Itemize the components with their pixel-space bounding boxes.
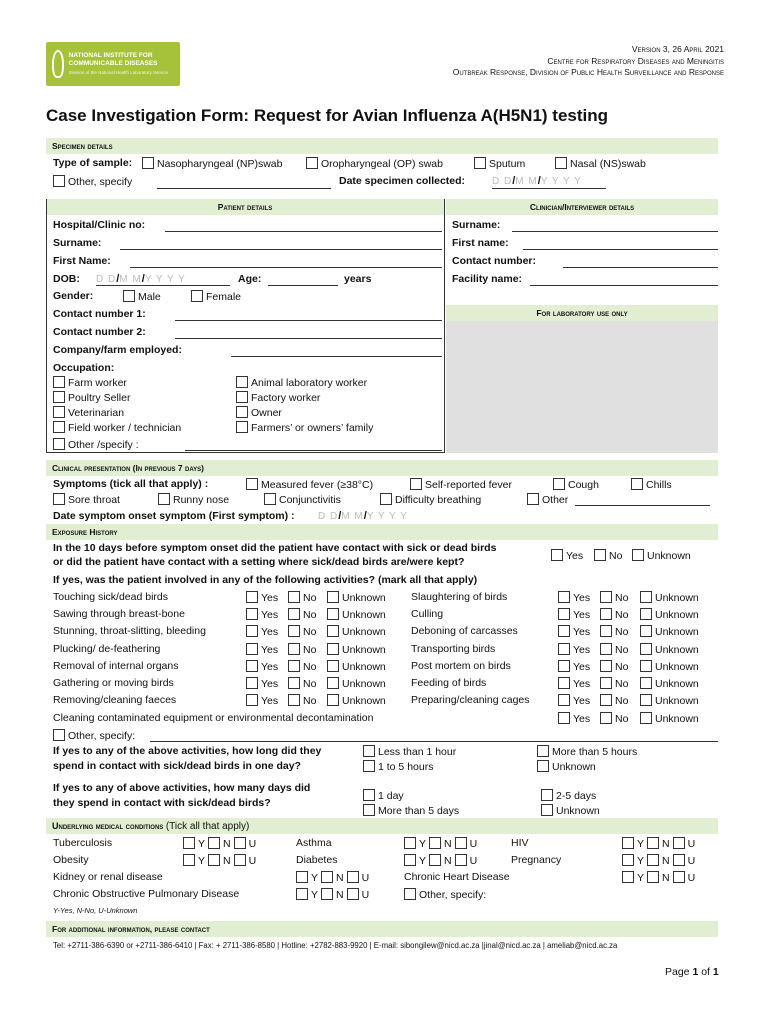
activity-label-right: Slaughtering of birds bbox=[411, 591, 508, 603]
activity-no[interactable]: No bbox=[288, 643, 316, 656]
symptom-checkbox[interactable] bbox=[53, 493, 65, 505]
nicd-logo bbox=[46, 42, 180, 86]
sample-type-label: Type of sample: bbox=[53, 157, 133, 169]
u-checkbox[interactable] bbox=[347, 871, 359, 883]
q1-no[interactable]: No bbox=[594, 549, 622, 562]
activity-other[interactable]: Other, specify: bbox=[53, 729, 135, 742]
gender-label: Gender: bbox=[53, 290, 94, 302]
u-checkbox[interactable] bbox=[347, 888, 359, 900]
y-checkbox[interactable] bbox=[622, 854, 634, 866]
activity-unknown[interactable]: Unknown bbox=[640, 660, 699, 673]
occ-checkbox[interactable] bbox=[53, 376, 65, 388]
activity-yes[interactable]: Yes bbox=[246, 625, 278, 638]
activity-no[interactable]: No bbox=[288, 591, 316, 604]
no-checkbox[interactable] bbox=[600, 712, 612, 724]
hours-less-than-1[interactable]: Less than 1 hour bbox=[363, 745, 456, 758]
hours-1-to-5[interactable]: 1 to 5 hours bbox=[363, 760, 433, 773]
activity-unknown[interactable]: Unknown bbox=[640, 643, 699, 656]
cleaning-no[interactable]: No bbox=[600, 712, 628, 725]
surname-field[interactable] bbox=[120, 249, 442, 250]
male-checkbox[interactable] bbox=[123, 290, 135, 302]
exposure-q2: If yes, was the patient involved in any of the following activities? (mark all that apply) bbox=[53, 574, 478, 586]
activity-unknown[interactable]: Unknown bbox=[327, 625, 386, 638]
occ-checkbox[interactable] bbox=[236, 421, 248, 433]
occ-other-field[interactable] bbox=[185, 450, 442, 451]
occ-checkbox[interactable] bbox=[53, 406, 65, 418]
dob-label: DOB: bbox=[53, 273, 80, 285]
logo-title: NATIONAL INSTITUTE FOR COMMUNICABLE DISEASES bbox=[68, 52, 158, 67]
occ-checkbox[interactable] bbox=[236, 376, 248, 388]
no-checkbox[interactable] bbox=[288, 694, 300, 706]
u-checkbox[interactable] bbox=[455, 854, 467, 866]
clin-surname-label: Surname: bbox=[452, 219, 501, 231]
occ-farm-worker[interactable]: Farm worker bbox=[53, 376, 127, 389]
centre-text: Centre for Respiratory Diseases and Meningitis bbox=[547, 56, 724, 66]
yes-checkbox[interactable] bbox=[246, 643, 258, 655]
condition-ynu[interactable]: Y N U bbox=[404, 837, 477, 850]
sputum-checkbox[interactable] bbox=[474, 157, 486, 169]
unknown-checkbox[interactable] bbox=[640, 643, 652, 655]
contact1-label: Contact number 1: bbox=[53, 308, 146, 320]
u-checkbox[interactable] bbox=[234, 854, 246, 866]
n-checkbox[interactable] bbox=[321, 888, 333, 900]
q1-yes-checkbox[interactable] bbox=[551, 549, 563, 561]
clinical-heading: Clinical presentation (In previous 7 days) bbox=[46, 460, 718, 476]
activity-no[interactable]: No bbox=[600, 643, 628, 656]
activity-label-right: Post mortem on birds bbox=[411, 660, 511, 672]
days-unknown[interactable]: Unknown bbox=[541, 804, 600, 817]
condition-ynu[interactable]: Y N U bbox=[183, 837, 256, 850]
activity-label-right: Transporting birds bbox=[411, 643, 496, 655]
days-checkbox[interactable] bbox=[541, 789, 553, 801]
first-name-label: First Name: bbox=[53, 255, 111, 267]
hours-unknown[interactable]: Unknown bbox=[537, 760, 596, 773]
symptom-checkbox[interactable] bbox=[553, 478, 565, 490]
np-option[interactable]: Nasopharyngeal (NP)swab bbox=[142, 157, 282, 170]
yes-checkbox[interactable] bbox=[558, 591, 570, 603]
occ-field-worker[interactable]: Field worker / technician bbox=[53, 421, 181, 434]
activity-label-left: Gathering or moving birds bbox=[53, 677, 174, 689]
yes-checkbox[interactable] bbox=[558, 643, 570, 655]
unknown-checkbox[interactable] bbox=[327, 694, 339, 706]
yes-checkbox[interactable] bbox=[558, 625, 570, 637]
activity-label-right: Feeding of birds bbox=[411, 677, 487, 689]
sym-conjunctivitis[interactable]: Conjunctivitis bbox=[264, 493, 341, 506]
activity-no[interactable]: No bbox=[288, 677, 316, 690]
clin-contact-label: Contact number: bbox=[452, 255, 536, 267]
division-text: Outbreak Response, Division of Public Health Surveillance and Response bbox=[452, 67, 724, 77]
exposure-q1-line1: In the 10 days before symptom onset did the patient have contact with sick or dead birds bbox=[53, 542, 497, 554]
unknown-checkbox[interactable] bbox=[640, 608, 652, 620]
unknown-checkbox[interactable] bbox=[640, 677, 652, 689]
sym-difficulty-breathing[interactable]: Difficulty breathing bbox=[380, 493, 481, 506]
clin-first-name-label: First name: bbox=[452, 237, 509, 249]
yes-checkbox[interactable] bbox=[246, 677, 258, 689]
clin-surname-field[interactable] bbox=[512, 231, 718, 232]
days-checkbox[interactable] bbox=[541, 804, 553, 816]
hours-more-than-5[interactable]: More than 5 hours bbox=[537, 745, 637, 758]
y-checkbox[interactable] bbox=[622, 837, 634, 849]
no-checkbox[interactable] bbox=[288, 591, 300, 603]
no-checkbox[interactable] bbox=[288, 625, 300, 637]
form-title: Case Investigation Form: Request for Avian Influenza A(H5N1) testing bbox=[46, 106, 609, 125]
logo-emblem-icon bbox=[52, 50, 64, 78]
yes-checkbox[interactable] bbox=[558, 712, 570, 724]
nasal-checkbox[interactable] bbox=[555, 157, 567, 169]
ynu-legend: Y-Yes, N-No, U-Unknown bbox=[53, 906, 138, 915]
activity-yes[interactable]: Yes bbox=[246, 677, 278, 690]
activity-yes[interactable]: Yes bbox=[558, 591, 590, 604]
sym-runny-nose[interactable]: Runny nose bbox=[158, 493, 229, 506]
activity-yes[interactable]: Yes bbox=[246, 608, 278, 621]
activity-yes[interactable]: Yes bbox=[558, 643, 590, 656]
y-checkbox[interactable] bbox=[404, 854, 416, 866]
y-checkbox[interactable] bbox=[296, 871, 308, 883]
activity-yes[interactable]: Yes bbox=[246, 643, 278, 656]
occ-checkbox[interactable] bbox=[53, 391, 65, 403]
sym-cough[interactable]: Cough bbox=[553, 478, 599, 491]
hospital-field[interactable] bbox=[165, 231, 442, 232]
contact2-label: Contact number 2: bbox=[53, 326, 146, 338]
y-checkbox[interactable] bbox=[296, 888, 308, 900]
heart-ynu[interactable]: Y N U bbox=[622, 871, 695, 884]
occ-lab-worker[interactable]: Animal laboratory worker bbox=[236, 376, 367, 389]
occ-owner[interactable]: Owner bbox=[236, 406, 282, 419]
op-checkbox[interactable] bbox=[306, 157, 318, 169]
days-checkbox[interactable] bbox=[363, 789, 375, 801]
activity-unknown[interactable]: Unknown bbox=[327, 608, 386, 621]
hours-checkbox[interactable] bbox=[537, 745, 549, 757]
onset-label: Date symptom onset symptom (First symptom) : bbox=[53, 510, 295, 522]
condition-ynu[interactable]: Y N U bbox=[622, 854, 695, 867]
no-checkbox[interactable] bbox=[288, 608, 300, 620]
sym-other-field[interactable] bbox=[575, 505, 710, 506]
yes-checkbox[interactable] bbox=[246, 660, 258, 672]
yes-checkbox[interactable] bbox=[558, 660, 570, 672]
yes-checkbox[interactable] bbox=[558, 677, 570, 689]
np-checkbox[interactable] bbox=[142, 157, 154, 169]
unknown-checkbox[interactable] bbox=[640, 660, 652, 672]
symptom-checkbox[interactable] bbox=[410, 478, 422, 490]
symptom-checkbox[interactable] bbox=[631, 478, 643, 490]
condition-ynu[interactable]: Y N U bbox=[404, 854, 477, 867]
activity-unknown[interactable]: Unknown bbox=[327, 643, 386, 656]
unknown-checkbox[interactable] bbox=[640, 625, 652, 637]
symptom-checkbox[interactable] bbox=[264, 493, 276, 505]
occ-checkbox[interactable] bbox=[236, 406, 248, 418]
condition-label: Tuberculosis bbox=[53, 837, 113, 849]
contact1-field[interactable] bbox=[175, 320, 442, 321]
activity-label-left: Touching sick/dead birds bbox=[53, 591, 168, 603]
activity-no[interactable]: No bbox=[288, 660, 316, 673]
kidney-ynu[interactable]: Y N U bbox=[296, 871, 369, 884]
n-checkbox[interactable] bbox=[429, 837, 441, 849]
kidney-label: Kidney or renal disease bbox=[53, 871, 163, 883]
unknown-checkbox[interactable] bbox=[327, 608, 339, 620]
clin-first-name-field[interactable] bbox=[523, 249, 718, 250]
activity-no[interactable]: No bbox=[288, 608, 316, 621]
company-label: Company/farm employed: bbox=[53, 344, 182, 356]
activity-no[interactable]: No bbox=[600, 677, 628, 690]
specimen-heading: Specimen details bbox=[46, 138, 718, 154]
condition-label: HIV bbox=[511, 837, 529, 849]
unknown-checkbox[interactable] bbox=[327, 591, 339, 603]
heart-label: Chronic Heart Disease bbox=[404, 871, 510, 883]
unknown-checkbox[interactable] bbox=[327, 660, 339, 672]
y-checkbox[interactable] bbox=[183, 854, 195, 866]
no-checkbox[interactable] bbox=[288, 643, 300, 655]
activity-cleaning-label: Cleaning contaminated equipment or environmental decontamination bbox=[53, 712, 374, 724]
n-checkbox[interactable] bbox=[321, 871, 333, 883]
hospital-label: Hospital/Clinic no: bbox=[53, 219, 146, 231]
lab-use-area bbox=[446, 321, 718, 453]
days-question-line2: they spend in contact with sick/dead birds? bbox=[53, 797, 271, 809]
activity-no[interactable]: No bbox=[600, 694, 628, 707]
activity-unknown[interactable]: Unknown bbox=[640, 608, 699, 621]
activity-unknown[interactable]: Unknown bbox=[640, 625, 699, 638]
op-option[interactable]: Oropharyngeal (OP) swab bbox=[306, 157, 443, 170]
activity-no[interactable]: No bbox=[600, 608, 628, 621]
years-label: years bbox=[344, 273, 372, 285]
yes-checkbox[interactable] bbox=[558, 694, 570, 706]
n-checkbox[interactable] bbox=[208, 854, 220, 866]
activity-label-left: Stunning, throat-slitting, bleeding bbox=[53, 625, 206, 637]
activity-yes[interactable]: Yes bbox=[558, 677, 590, 690]
activity-yes[interactable]: Yes bbox=[246, 660, 278, 673]
unknown-checkbox[interactable] bbox=[327, 643, 339, 655]
condition-ynu[interactable]: Y N U bbox=[622, 837, 695, 850]
activity-no[interactable]: No bbox=[288, 694, 316, 707]
q1-no-checkbox[interactable] bbox=[594, 549, 606, 561]
version-text: Version 3, 26 April 2021 bbox=[631, 44, 724, 54]
yes-checkbox[interactable] bbox=[246, 608, 258, 620]
company-field[interactable] bbox=[231, 356, 442, 357]
sym-other[interactable]: Other bbox=[527, 493, 568, 506]
facility-field[interactable] bbox=[530, 285, 718, 286]
activity-unknown[interactable]: Unknown bbox=[327, 591, 386, 604]
occ-checkbox[interactable] bbox=[53, 421, 65, 433]
contact2-field[interactable] bbox=[175, 338, 442, 339]
activity-label-right: Preparing/cleaning cages bbox=[411, 694, 530, 706]
occ-veterinarian[interactable]: Veterinarian bbox=[53, 406, 124, 419]
underlying-heading: Underlying medical conditions (Tick all that apply) bbox=[46, 818, 718, 834]
condition-other[interactable]: Other, specify: bbox=[404, 888, 486, 901]
copd-ynu[interactable]: Y N U bbox=[296, 888, 369, 901]
sym-chills[interactable]: Chills bbox=[631, 478, 672, 491]
logo-subtitle: Division of the National Health Laboratory Service bbox=[68, 70, 168, 75]
activity-yes[interactable]: Yes bbox=[246, 591, 278, 604]
occ-poultry-seller[interactable]: Poultry Seller bbox=[53, 391, 130, 404]
symptom-checkbox[interactable] bbox=[246, 478, 258, 490]
specimen-other-field[interactable] bbox=[157, 188, 331, 189]
q1-yes[interactable]: Yes bbox=[551, 549, 583, 562]
activity-label-left: Removing/cleaning faeces bbox=[53, 694, 177, 706]
specimen-other-option[interactable]: Other, specify bbox=[53, 175, 132, 188]
activity-yes[interactable]: Yes bbox=[558, 694, 590, 707]
y-checkbox[interactable] bbox=[404, 837, 416, 849]
days-checkbox[interactable] bbox=[363, 804, 375, 816]
cleaning-unknown[interactable]: Unknown bbox=[640, 712, 699, 725]
cleaning-yes[interactable]: Yes bbox=[558, 712, 590, 725]
y-checkbox[interactable] bbox=[183, 837, 195, 849]
no-checkbox[interactable] bbox=[600, 608, 612, 620]
n-checkbox[interactable] bbox=[647, 837, 659, 849]
occ-other[interactable]: Other /specify : bbox=[53, 438, 139, 451]
patient-heading: Patient details bbox=[46, 199, 444, 215]
no-checkbox[interactable] bbox=[288, 677, 300, 689]
activity-yes[interactable]: Yes bbox=[246, 694, 278, 707]
activity-unknown[interactable]: Unknown bbox=[640, 677, 699, 690]
first-name-field[interactable] bbox=[130, 267, 442, 268]
u-checkbox[interactable] bbox=[673, 854, 685, 866]
yes-checkbox[interactable] bbox=[246, 591, 258, 603]
activity-other-field[interactable] bbox=[150, 741, 718, 742]
y-checkbox[interactable] bbox=[622, 871, 634, 883]
condition-label: Diabetes bbox=[296, 854, 338, 866]
date-collected-label: Date specimen collected: bbox=[339, 175, 466, 187]
facility-label: Facility name: bbox=[452, 273, 523, 285]
n-checkbox[interactable] bbox=[208, 837, 220, 849]
symptom-checkbox[interactable] bbox=[380, 493, 392, 505]
activity-unknown[interactable]: Unknown bbox=[327, 660, 386, 673]
activity-yes[interactable]: Yes bbox=[558, 625, 590, 638]
unknown-checkbox[interactable] bbox=[640, 591, 652, 603]
lab-use-heading: For laboratory use only bbox=[446, 305, 718, 321]
n-checkbox[interactable] bbox=[647, 854, 659, 866]
activity-label-right: Culling bbox=[411, 608, 444, 620]
sputum-option[interactable]: Sputum bbox=[474, 157, 525, 170]
no-checkbox[interactable] bbox=[600, 591, 612, 603]
condition-label: Obesity bbox=[53, 854, 89, 866]
occupation-label: Occupation: bbox=[53, 362, 115, 374]
activity-unknown[interactable]: Unknown bbox=[640, 591, 699, 604]
unknown-checkbox[interactable] bbox=[327, 677, 339, 689]
activity-yes[interactable]: Yes bbox=[558, 660, 590, 673]
specimen-other-checkbox[interactable] bbox=[53, 175, 65, 187]
no-checkbox[interactable] bbox=[288, 660, 300, 672]
no-checkbox[interactable] bbox=[600, 660, 612, 672]
days-1-day[interactable]: 1 day bbox=[363, 789, 404, 802]
days-2-5[interactable]: 2-5 days bbox=[541, 789, 596, 802]
contact-heading: For additional information, please contact bbox=[46, 921, 718, 937]
activity-label-left: Removal of internal organs bbox=[53, 660, 179, 672]
activity-unknown[interactable]: Unknown bbox=[640, 694, 699, 707]
hours-checkbox[interactable] bbox=[363, 760, 375, 772]
u-checkbox[interactable] bbox=[673, 871, 685, 883]
activity-unknown[interactable]: Unknown bbox=[327, 694, 386, 707]
condition-label: Pregnancy bbox=[511, 854, 562, 866]
condition-ynu[interactable]: Y N U bbox=[183, 854, 256, 867]
sym-measured-fever[interactable]: Measured fever (≥38°C) bbox=[246, 478, 373, 491]
sym-sore-throat[interactable]: Sore throat bbox=[53, 493, 120, 506]
u-checkbox[interactable] bbox=[455, 837, 467, 849]
female-option[interactable]: Female bbox=[191, 290, 241, 303]
clin-contact-field[interactable] bbox=[563, 267, 718, 268]
dob-field[interactable]: D D/M M/Y Y Y Y bbox=[96, 273, 186, 285]
q1-unknown[interactable]: Unknown bbox=[632, 549, 691, 562]
age-field[interactable] bbox=[268, 285, 338, 286]
hours-question-line1: If yes to any of the above activities, how long did they bbox=[53, 745, 322, 757]
occ-checkbox[interactable] bbox=[53, 438, 65, 450]
symptoms-label: Symptoms (tick all that apply) : bbox=[53, 478, 209, 490]
unknown-checkbox[interactable] bbox=[640, 712, 652, 724]
symptom-checkbox[interactable] bbox=[158, 493, 170, 505]
q1-unknown-checkbox[interactable] bbox=[632, 549, 644, 561]
unknown-checkbox[interactable] bbox=[640, 694, 652, 706]
copd-label: Chronic Obstructive Pulmonary Disease bbox=[53, 888, 240, 900]
nasal-option[interactable]: Nasal (NS)swab bbox=[555, 157, 646, 170]
unknown-checkbox[interactable] bbox=[327, 625, 339, 637]
date-collected-field[interactable]: D D/M M/Y Y Y Y bbox=[492, 175, 582, 187]
activity-no[interactable]: No bbox=[600, 660, 628, 673]
exposure-q1-line2: or did the patient have contact with a setting where sick/dead birds are/were kept? bbox=[53, 556, 465, 568]
exposure-heading: Exposure History bbox=[46, 524, 718, 540]
days-question-line1: If yes to any of above activities, how many days did bbox=[53, 782, 311, 794]
contact-info: Tel: +2711-386-6390 or +2711-386-6410 | Fax: + 2711-386-8580 | Hotline: +2782-883-9920 | E-mail: sibongilew@nicd.ac.za |jinal@nicd.ac.za | ameliab@nicd.ac.za bbox=[53, 941, 618, 950]
sym-self-fever[interactable]: Self-reported fever bbox=[410, 478, 512, 491]
no-checkbox[interactable] bbox=[600, 677, 612, 689]
activity-no[interactable]: No bbox=[288, 625, 316, 638]
activity-yes[interactable]: Yes bbox=[558, 608, 590, 621]
no-checkbox[interactable] bbox=[600, 625, 612, 637]
activity-other-checkbox[interactable] bbox=[53, 729, 65, 741]
no-checkbox[interactable] bbox=[600, 694, 612, 706]
female-checkbox[interactable] bbox=[191, 290, 203, 302]
no-checkbox[interactable] bbox=[600, 643, 612, 655]
activity-no[interactable]: No bbox=[600, 625, 628, 638]
surname-label: Surname: bbox=[53, 237, 102, 249]
u-checkbox[interactable] bbox=[234, 837, 246, 849]
page-number: Page 1 of 1 bbox=[665, 966, 719, 978]
occ-family[interactable]: Farmers’ or owners’ family bbox=[236, 421, 373, 434]
activity-unknown[interactable]: Unknown bbox=[327, 677, 386, 690]
occ-factory-worker[interactable]: Factory worker bbox=[236, 391, 320, 404]
u-checkbox[interactable] bbox=[673, 837, 685, 849]
yes-checkbox[interactable] bbox=[246, 625, 258, 637]
hours-checkbox[interactable] bbox=[363, 745, 375, 757]
n-checkbox[interactable] bbox=[647, 871, 659, 883]
condition-other-checkbox[interactable] bbox=[404, 888, 416, 900]
days-more-than-5[interactable]: More than 5 days bbox=[363, 804, 459, 817]
activity-label-left: Plucking/ de-feathering bbox=[53, 643, 161, 655]
hours-question-line2: spend in contact with sick/dead birds in one day? bbox=[53, 760, 301, 772]
hours-checkbox[interactable] bbox=[537, 760, 549, 772]
n-checkbox[interactable] bbox=[429, 854, 441, 866]
activity-no[interactable]: No bbox=[600, 591, 628, 604]
condition-label: Asthma bbox=[296, 837, 332, 849]
occ-checkbox[interactable] bbox=[236, 391, 248, 403]
clinician-heading: Clinician/Interviewer details bbox=[446, 199, 718, 215]
activity-label-left: Sawing through breast-bone bbox=[53, 608, 185, 620]
onset-date-field[interactable]: D D/M M/Y Y Y Y bbox=[318, 510, 408, 522]
symptom-checkbox[interactable] bbox=[527, 493, 539, 505]
male-option[interactable]: Male bbox=[123, 290, 161, 303]
yes-checkbox[interactable] bbox=[558, 608, 570, 620]
yes-checkbox[interactable] bbox=[246, 694, 258, 706]
age-label: Age: bbox=[238, 273, 262, 285]
activity-label-right: Deboning of carcasses bbox=[411, 625, 518, 637]
